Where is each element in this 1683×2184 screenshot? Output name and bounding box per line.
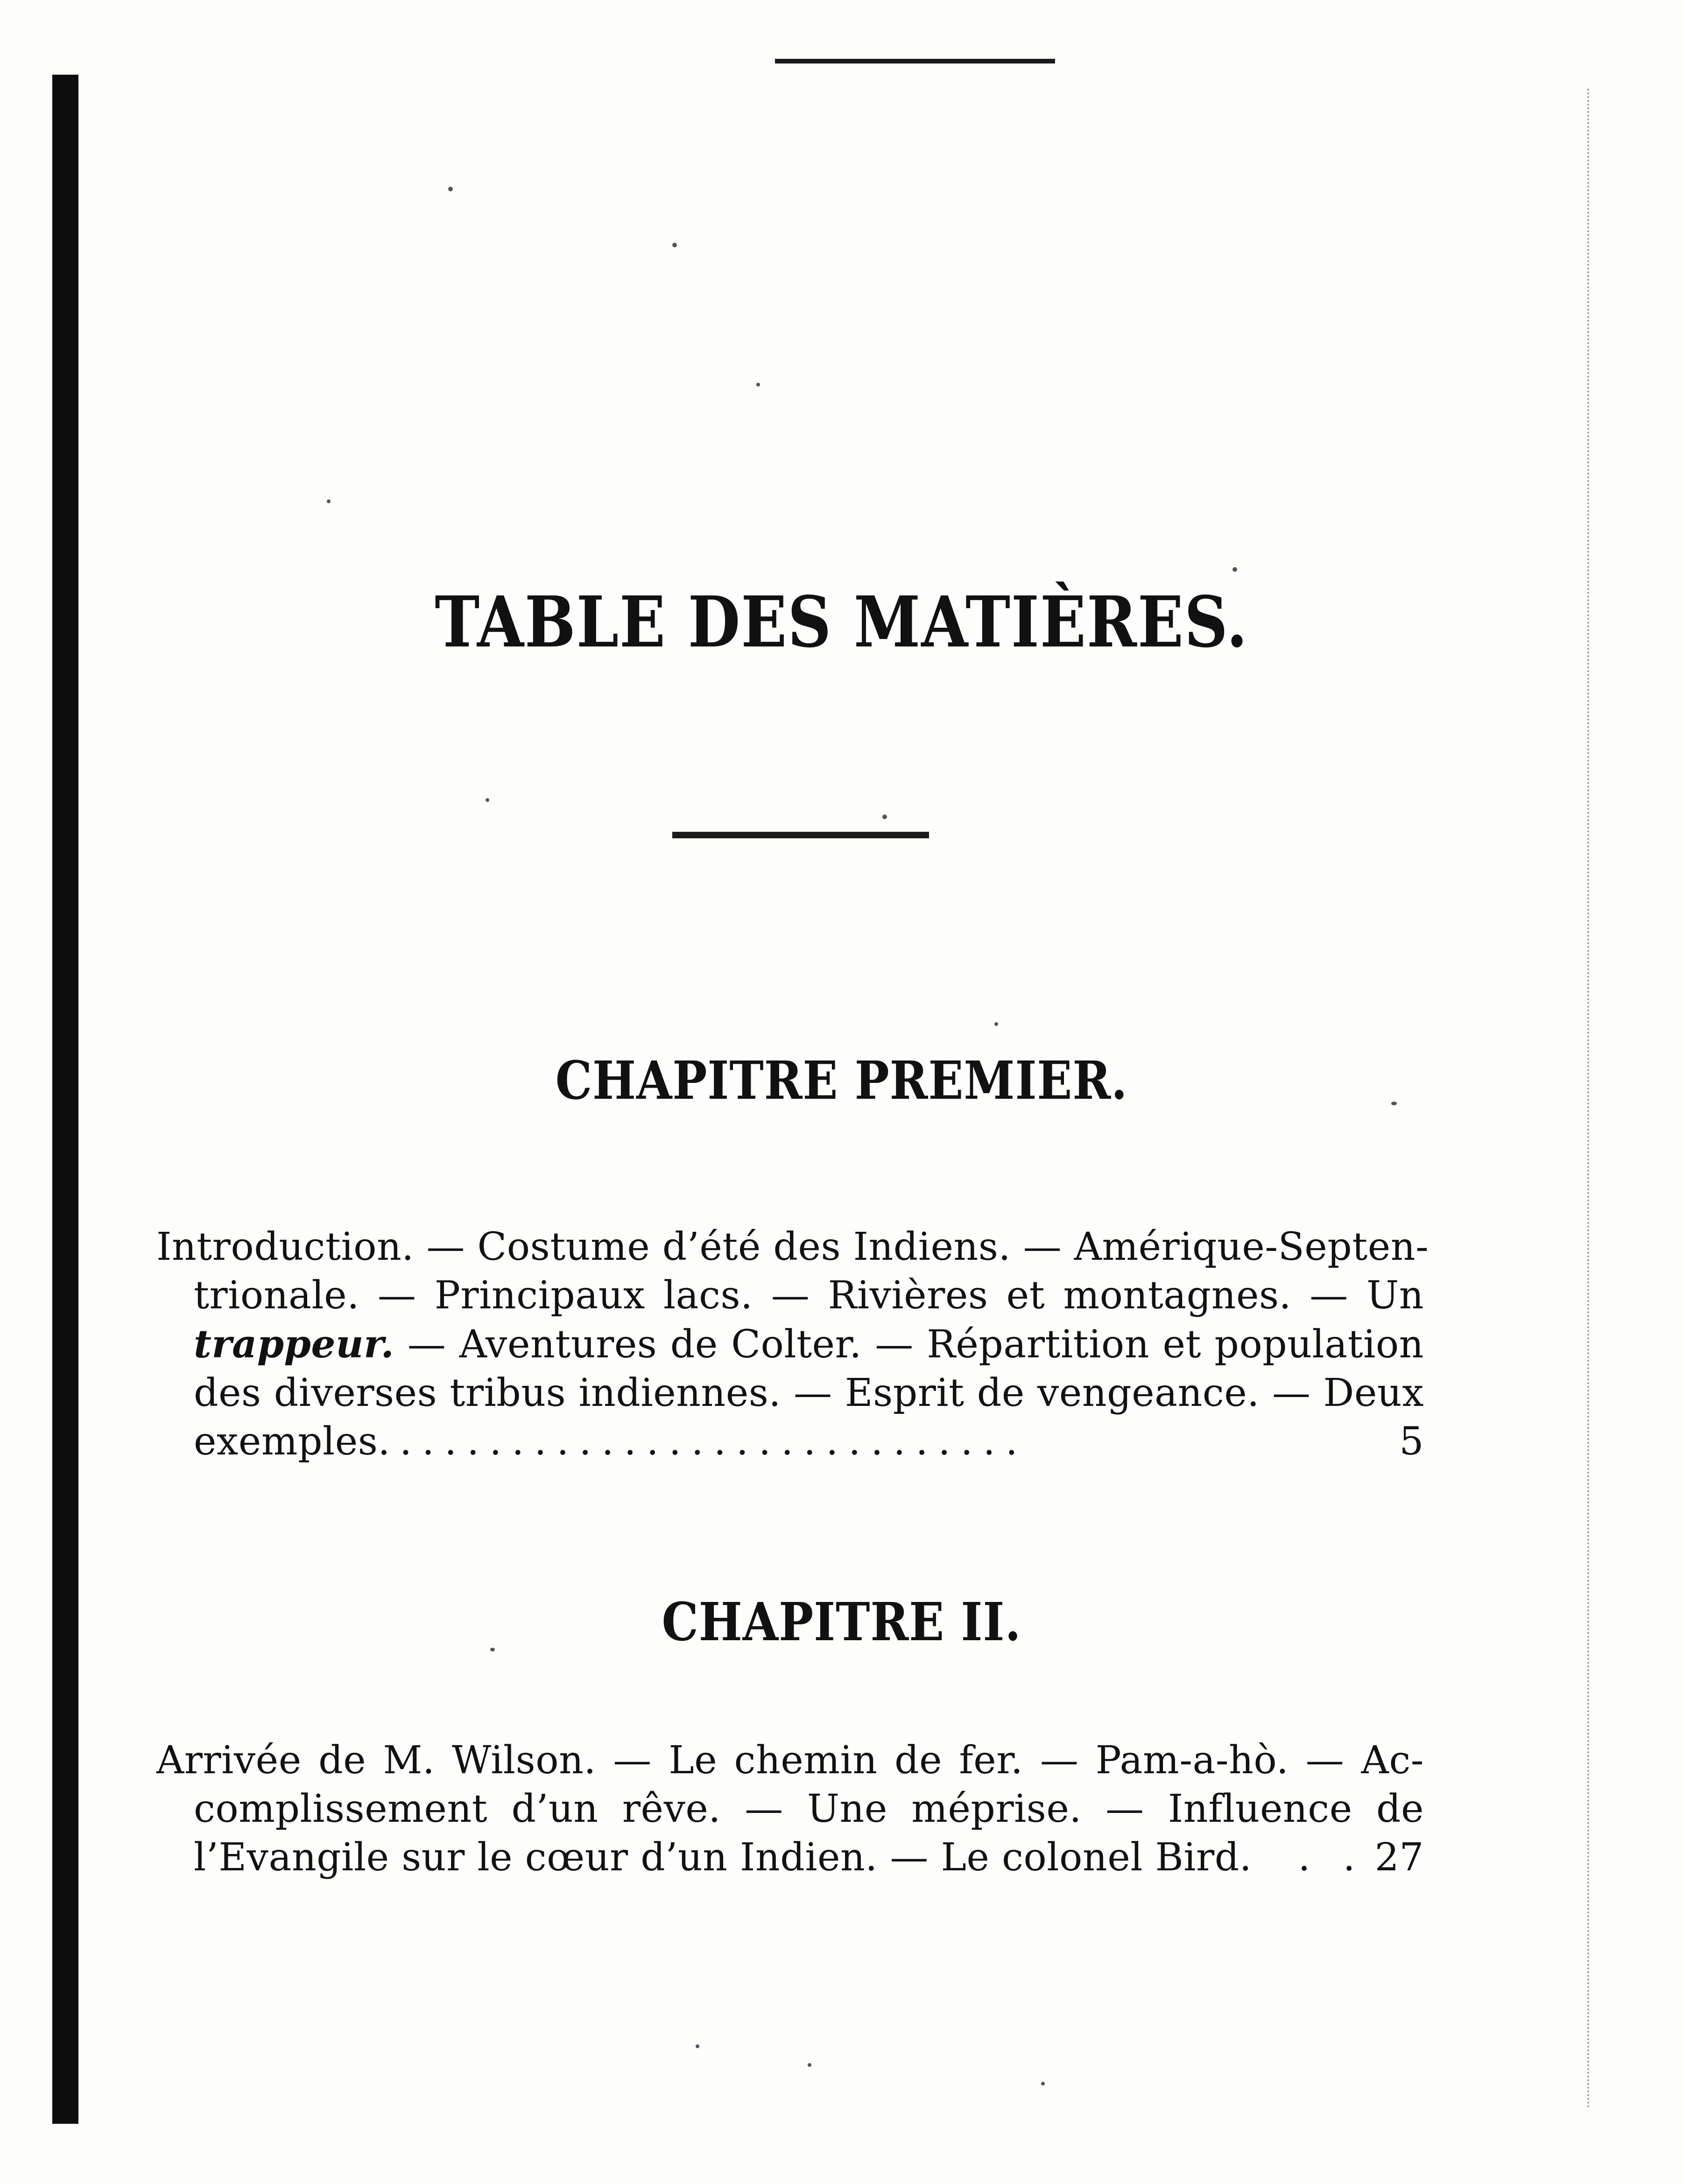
top-edge-rule (775, 59, 1055, 63)
summary-last-line (156, 1833, 1424, 1882)
binding-shadow-bar (52, 75, 78, 2124)
summary-line: Arrivée de M. Wilson. — Le chemin de fer. — Pam-a-hò. — Ac- (156, 1738, 1424, 1783)
scan-speck (448, 187, 453, 191)
chapter-summary-2 (156, 1736, 1424, 1882)
scan-speck (1041, 2082, 1045, 2086)
chapter-heading-1: CHAPITRE PREMIER. (555, 1050, 1128, 1111)
scan-speck (672, 243, 677, 247)
page-number: 27 (1374, 1835, 1424, 1880)
page-title: TABLE DES MATIÈRES. (435, 581, 1248, 663)
scan-speck (327, 499, 331, 503)
scan-speck (808, 2063, 811, 2067)
scan-speck (756, 383, 760, 386)
scan-speck (882, 815, 887, 819)
summary-line (156, 1320, 1424, 1369)
summary-line: Introduction. — Costume d’été des Indiens. — Amérique-Septen- (156, 1225, 1429, 1269)
chapter-heading-2: CHAPITRE II. (662, 1592, 1021, 1653)
scan-speck (490, 1648, 495, 1651)
summary-line: des diverses tribus indiennes. — Esprit de vengeance. — Deux (194, 1371, 1424, 1415)
scan-speck (994, 1022, 998, 1026)
page-number: 5 (1399, 1419, 1424, 1464)
dot-leaders: . . (1298, 1835, 1366, 1880)
title-divider (672, 832, 929, 838)
summary-line: complissement d’un rêve. — Une méprise. — Influence de (194, 1787, 1424, 1831)
summary-last-text: exemples. (194, 1419, 390, 1464)
scan-speck (1232, 567, 1237, 572)
scan-speck (486, 798, 489, 802)
summary-last-text: l’Evangile sur le cœur d’un Indien. — Le colonel Bird. (194, 1835, 1252, 1880)
italic-word: trappeur. (194, 1322, 394, 1367)
chapter-summary-1 (156, 1223, 1429, 1466)
summary-last-line (156, 1418, 1424, 1466)
summary-line-rest: — Aventures de Colter. — Répartition et population (394, 1322, 1424, 1367)
scan-speck (696, 2044, 699, 2048)
page-right-edge (1587, 89, 1591, 2110)
summary-line: trionale. — Principaux lacs. — Rivières et montagnes. — Un (194, 1273, 1424, 1318)
scan-speck (1391, 1102, 1397, 1105)
dot-leaders: ............................ (399, 1419, 1028, 1464)
